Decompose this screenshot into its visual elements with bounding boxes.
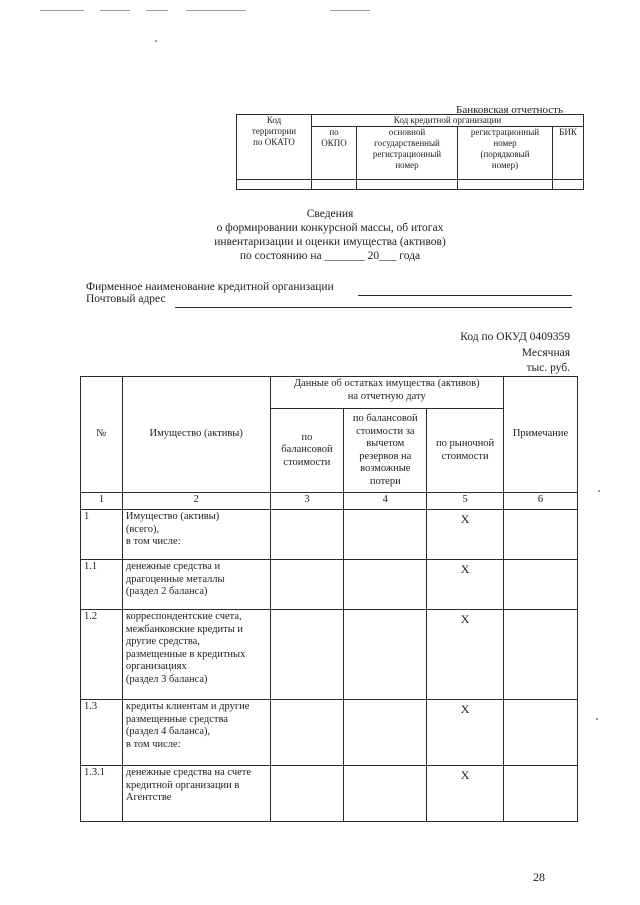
note-cell[interactable]	[504, 510, 578, 560]
credit-org-code-header: Код кредитной организации	[312, 115, 584, 127]
reg-number-cell[interactable]	[458, 180, 553, 190]
assets-table	[80, 376, 578, 822]
book-value-net-cell[interactable]	[344, 700, 427, 766]
okpo-cell[interactable]	[312, 180, 357, 190]
okud-code: Код по ОКУД 0409359	[460, 331, 570, 343]
okato-cell[interactable]	[237, 180, 312, 190]
row-number: 1.2	[81, 610, 123, 700]
reg-number-header: регистрационный номер (порядковый номер)	[458, 127, 553, 180]
col-asset-header: Имущество (активы)	[122, 377, 270, 493]
col-num-header: №	[81, 377, 123, 493]
book-value-net-cell[interactable]	[344, 510, 427, 560]
row-number: 1	[81, 510, 123, 560]
scan-dot	[155, 40, 157, 42]
scan-dot	[598, 490, 600, 492]
note-cell[interactable]	[504, 610, 578, 700]
report-type-label: Банковская отчетность	[456, 104, 564, 116]
okpo-header: по ОКПО	[312, 127, 357, 180]
book-value-cell[interactable]	[270, 766, 344, 822]
document-title	[180, 207, 480, 263]
row-asset-name: корреспондентские счета, межбанковские кредиты и другие средства, размещенные в кредитных организациях (раздел 3 баланса)	[122, 610, 270, 700]
row-asset-name: денежные средства и драгоценные металлы (раздел 2 баланса)	[122, 560, 270, 610]
row-asset-name: кредиты клиентам и другие размещенные средства (раздел 4 баланса), в том числе:	[122, 700, 270, 766]
book-value-cell[interactable]	[270, 560, 344, 610]
row-asset-name: денежные средства на счете кредитной организации в Агентстве	[122, 766, 270, 822]
title-line-1: Сведения	[306, 208, 354, 220]
book-value-cell[interactable]	[270, 510, 344, 560]
title-line-2: о формировании конкурсной массы, об итогах	[216, 222, 444, 234]
note-cell[interactable]	[504, 700, 578, 766]
bik-header: БИК	[553, 127, 584, 180]
table-row	[81, 510, 578, 560]
col-number: 3	[270, 493, 344, 510]
table-row	[81, 610, 578, 700]
row-number: 1.3	[81, 700, 123, 766]
book-value-cell[interactable]	[270, 700, 344, 766]
report-codes-table	[236, 114, 584, 190]
scan-artifact	[40, 10, 84, 11]
org-name-field[interactable]	[358, 295, 572, 296]
col-number: 6	[504, 493, 578, 510]
book-value-net-cell[interactable]	[344, 766, 427, 822]
col-balance-group-header: Данные об остатках имущества (активов) на отчетную дату	[270, 377, 504, 409]
address-field[interactable]	[175, 307, 572, 308]
note-cell[interactable]	[504, 766, 578, 822]
book-value-cell[interactable]	[270, 610, 344, 700]
row-asset-name: Имущество (активы) (всего), в том числе:	[122, 510, 270, 560]
col-number: 5	[427, 493, 504, 510]
book-value-net-cell[interactable]	[344, 610, 427, 700]
book-value-net-cell[interactable]	[344, 560, 427, 610]
col-note-header: Примечание	[504, 377, 578, 493]
address-label: Почтовый адрес	[86, 293, 166, 305]
market-value-cell: Х	[460, 562, 470, 576]
page-number: 28	[533, 870, 545, 884]
scan-artifact	[186, 10, 246, 11]
main-reg-number-header: основной государственный регистрационный номер	[357, 127, 458, 180]
main-reg-number-cell[interactable]	[357, 180, 458, 190]
col-market-value-header: по рыночной стоимости	[427, 409, 504, 493]
units: тыс. руб.	[526, 362, 570, 374]
scan-artifact	[330, 10, 370, 11]
market-value-cell: Х	[460, 702, 470, 716]
market-value-cell: Х	[460, 768, 470, 782]
scan-artifact	[100, 10, 130, 11]
scan-dot	[596, 718, 598, 720]
bik-cell[interactable]	[553, 180, 584, 190]
market-value-cell: Х	[460, 512, 470, 526]
col-number: 1	[81, 493, 123, 510]
col-book-value-header: по балансовой стоимости	[270, 409, 344, 493]
col-number: 4	[344, 493, 427, 510]
table-row	[81, 700, 578, 766]
org-name-label: Фирменное наименование кредитной организации	[86, 281, 334, 293]
scan-artifact	[146, 10, 168, 11]
title-line-3: инвентаризации и оценки имущества (активов)	[214, 236, 446, 248]
okato-header: Код территории по ОКАТО	[237, 115, 312, 180]
row-number: 1.3.1	[81, 766, 123, 822]
periodicity: Месячная	[521, 347, 570, 359]
note-cell[interactable]	[504, 560, 578, 610]
row-number: 1.1	[81, 560, 123, 610]
col-number: 2	[122, 493, 270, 510]
col-book-value-net-header: по балансовой стоимости за вычетом резервов на возможные потери	[344, 409, 427, 493]
table-row	[81, 766, 578, 822]
market-value-cell: Х	[460, 612, 470, 626]
table-row	[81, 560, 578, 610]
title-line-4: по состоянию на _______ 20___ года	[239, 250, 421, 262]
